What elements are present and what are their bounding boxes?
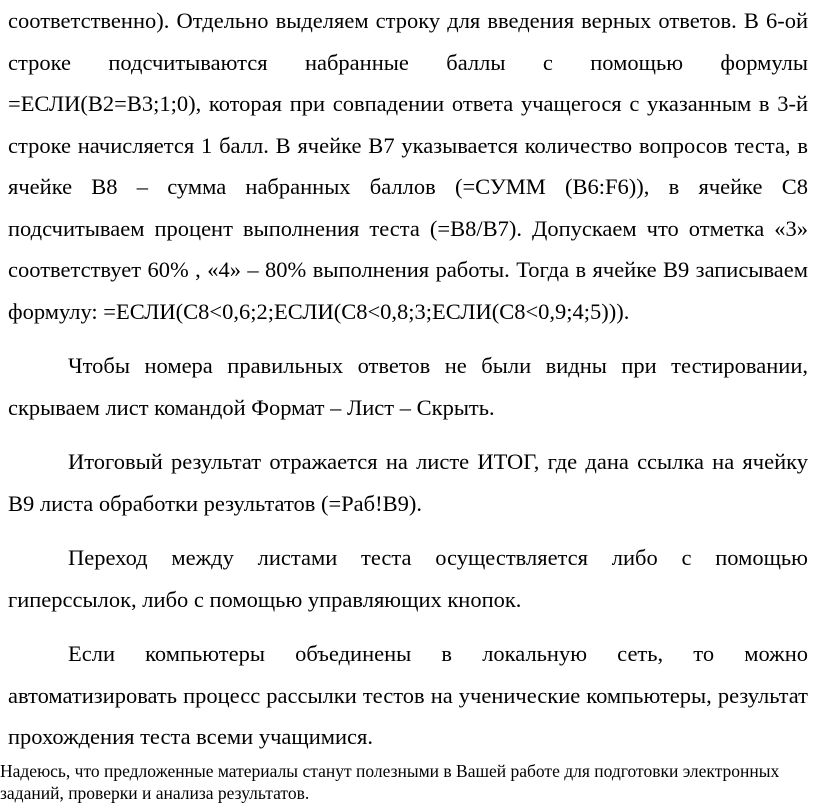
paragraph-result-sheet: Итоговый результат отражается на листе ИТОГ, где дана ссылка на ячейку В9 листа обработки результатов (=Раб!В9). <box>8 449 808 516</box>
paragraph-network: Если компьютеры объединены в локальную сеть, то можно автоматизировать процесс рассылки тестов на ученические компьютеры, результат прохождения теста всеми учащимися. <box>8 641 808 749</box>
paragraph-formulas: соответственно). Отдельно выделяем строку для введения верных ответов. В 6-ой строке подсчитываются набранные баллы с помощью формулы =ЕСЛИ(В2=В3;1;0), которая при совпадении ответа учащегося с указанным в 3-й строке начисляется 1 балл. В ячейке В7 указывается количество вопросов теста, в ячейке В8 – сумма набранных баллов (=СУММ (В6:F6)), в ячейке С8 подсчитываем процент выполнения теста (=В8/В7). Допускаем что отметка «3» соответствует 60% , «4» – 80% выполнения работы. Тогда в ячейке В9 записываем формулу: =ЕСЛИ(С8<0,6;2;ЕСЛИ(С8<0,8;3;ЕСЛИ(С8<0,9;4;5))). <box>8 8 808 324</box>
paragraph-hide-sheet: Чтобы номера правильных ответов не были видны при тестировании, скрываем лист командой Формат – Лист – Скрыть. <box>8 353 808 420</box>
closing-note <box>0 760 780 804</box>
document-body <box>8 0 808 758</box>
paragraph-spacer <box>8 524 808 537</box>
paragraph-spacer <box>8 428 808 441</box>
paragraph-spacer <box>8 332 808 345</box>
paragraph-spacer <box>8 620 808 633</box>
paragraph-navigation: Переход между листами теста осуществляется либо с помощью гиперссылок, либо с помощью управляющих кнопок. <box>8 545 808 612</box>
closing-note-text: Надеюсь, что предложенные материалы станут полезными в Вашей работе для подготовки электронных заданий, проверки и анализа результатов. <box>0 761 780 803</box>
